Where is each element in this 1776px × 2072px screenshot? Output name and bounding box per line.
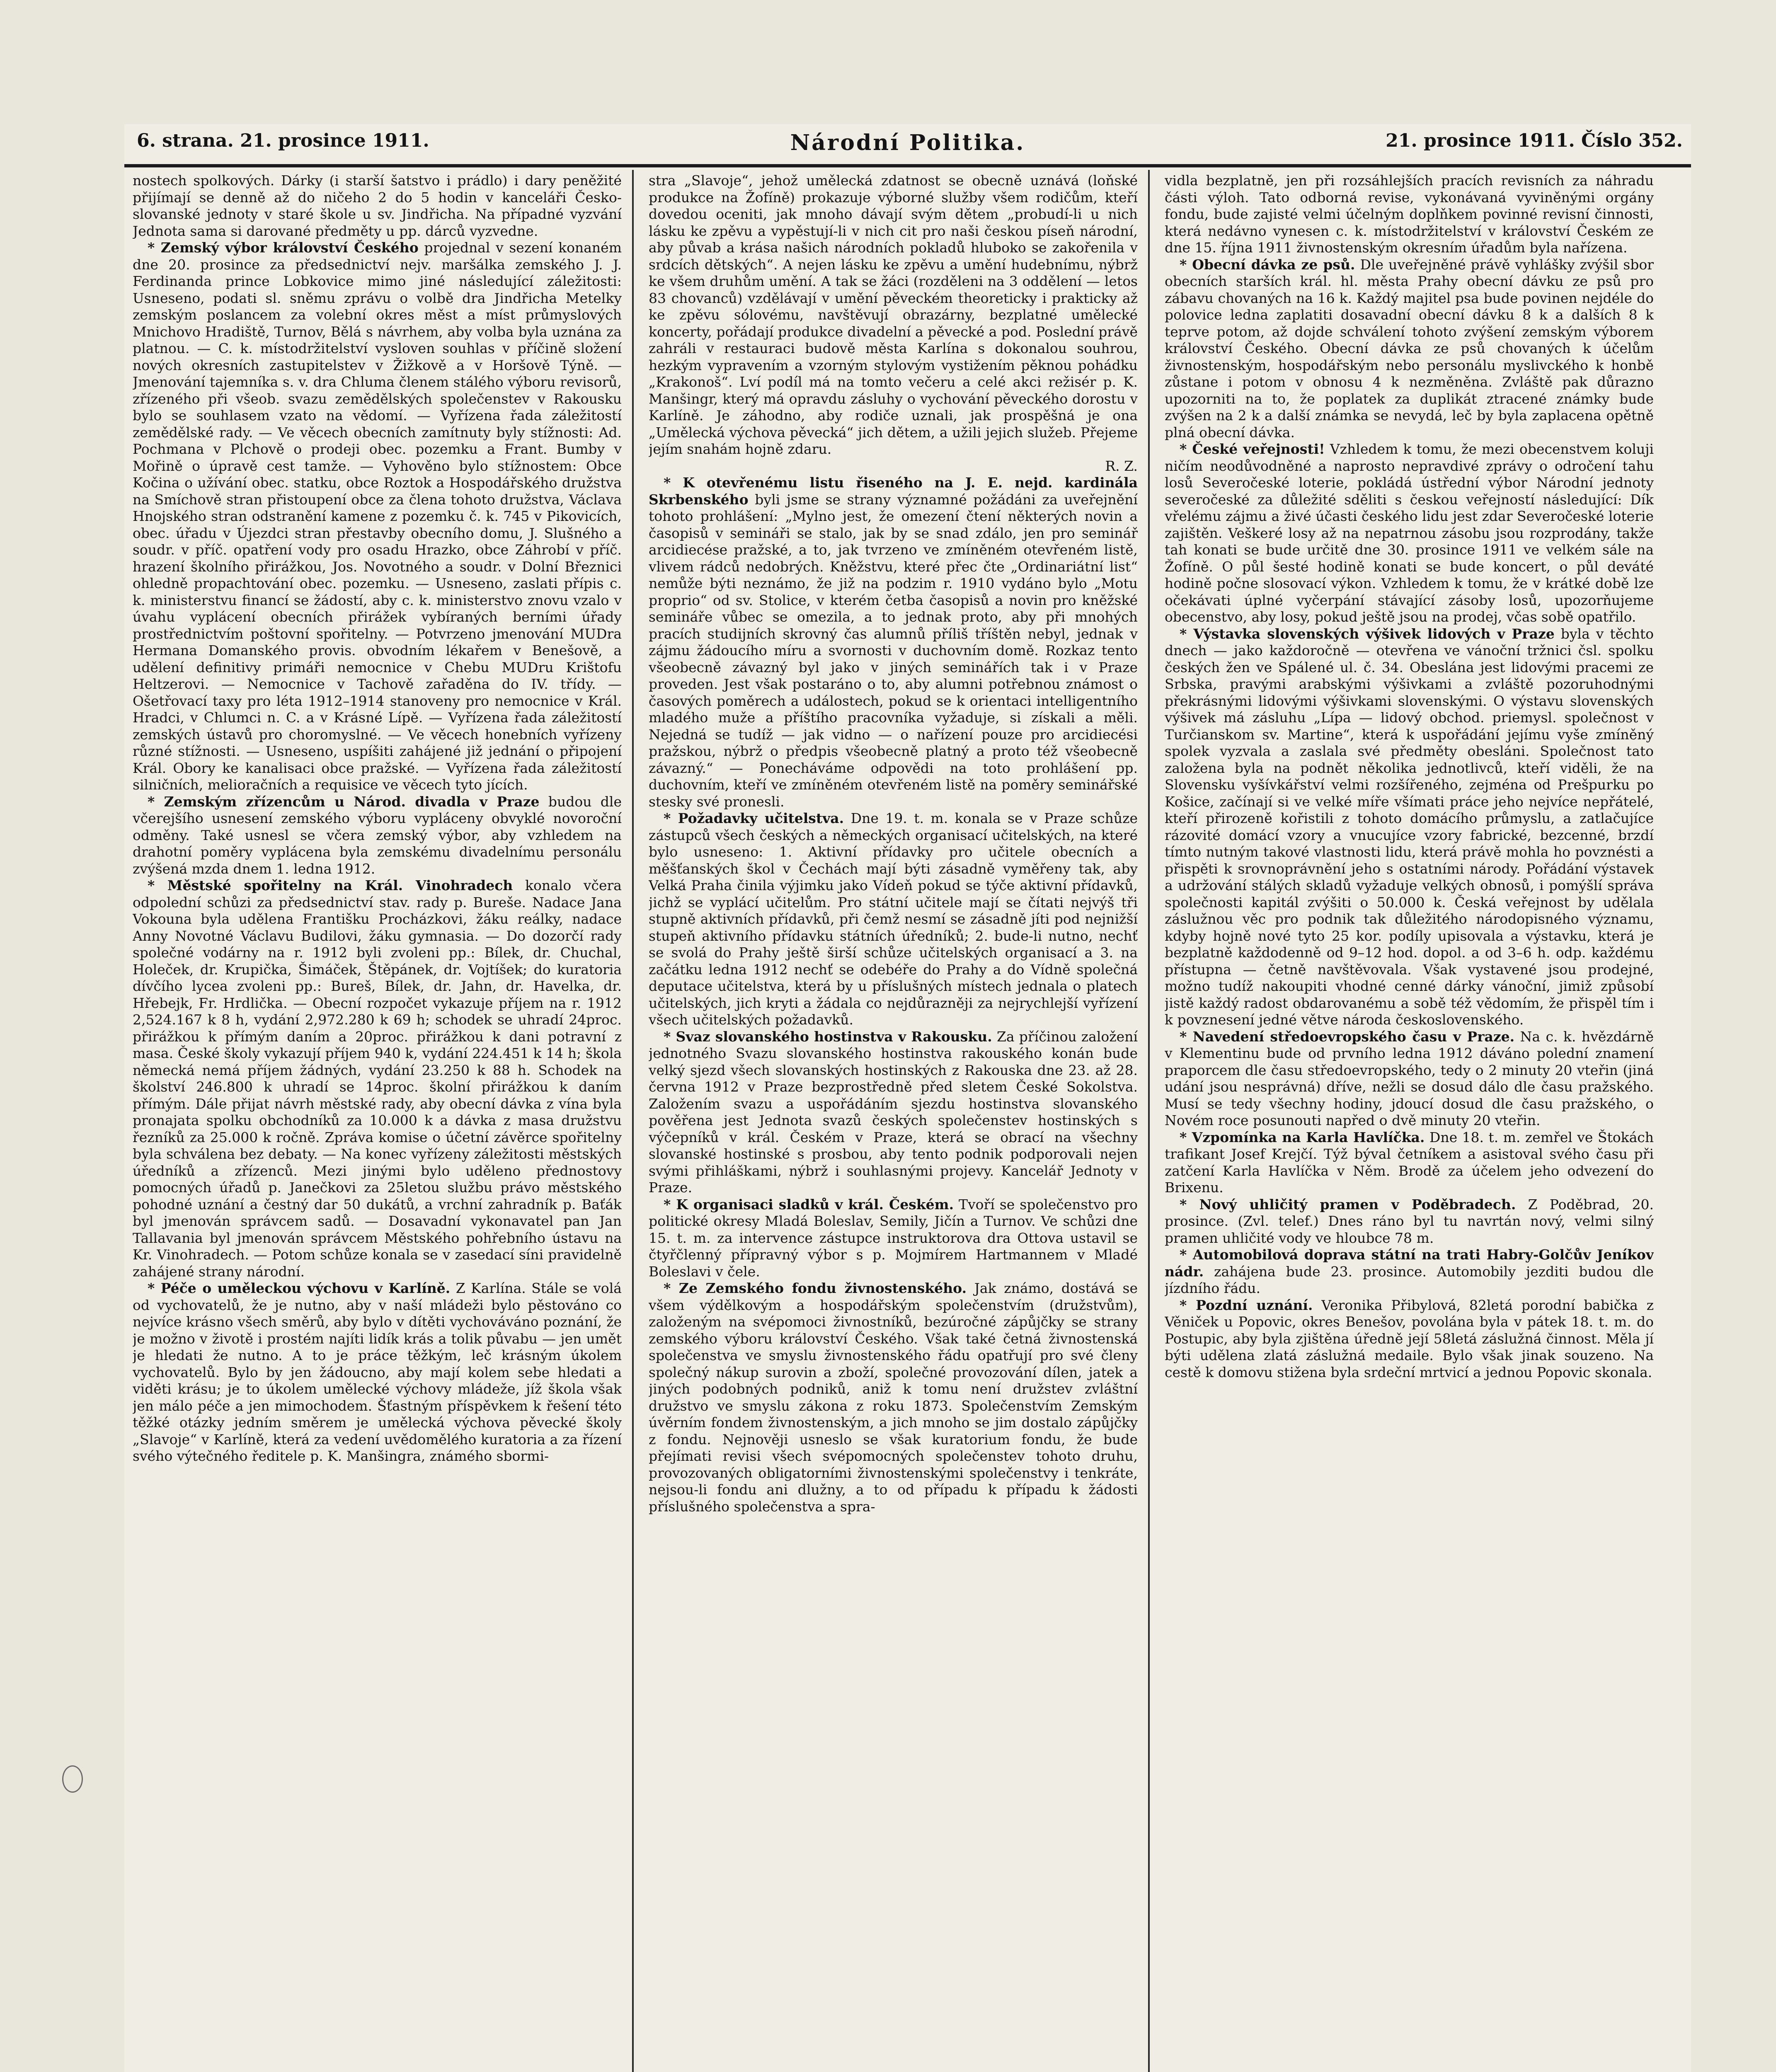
- article: [649, 474, 1138, 810]
- article: [1165, 1247, 1654, 1297]
- column-2: [649, 172, 1138, 2072]
- article-body: Za příčinou založení jednotného Svazu slovanského hostinstva rakouského konán bude velký sjezd všech slovanských hostinských z Rakouska dne 23. až 28. června 1912 v Praze bezprostředně před sletem České Sokolstva. Založením svazu a uspořádáním sjezdu hostinstva slovanského pověřena jest Jednota svazů českých společenstev hostinských s výčepníků v král. Českém v Praze, která se obrací na všechny slovanské hostinské s prosbou, aby tento podnik podporovali nejen svými přihláškami, nýbrž i souhlasnými projevy. Kancelář Jednoty v Praze.: [649, 1028, 1138, 1196]
- article-body: Veronika Přibylová, 82letá porodní babička z Věniček u Popovic, okres Benešov, povolána byla v pátek 18. t. m. do Postupic, aby byla zjištěna úředně její 58letá záslužná činnost. Měla jí býti udělena zlatá záslužná medaile. Bylo však jinak souzeno. Na cestě k domovu stižena byla srdeční mrtvicí a jednou Popovic skonala.: [1165, 1297, 1654, 1380]
- article-body: Z Poděbrad, 20. prosince. (Zvl. telef.) Dnes ráno byl tu navrtán nový, velmi silný pramen uhličité vody ve hloubce 78 m.: [1165, 1196, 1654, 1246]
- article: [133, 1280, 622, 1465]
- article-body: budou dle včerejšího usnesení zemského výboru vypláceny obvyklé novoroční odměny. Také usnesl se včera zemský výbor, aby vzhledem na drahotní poměry vyplácena byla zemskému divadelnímu personálu zvýšená mzda dnem 1. ledna 1912.: [133, 793, 622, 877]
- article-heading: * Nový uhličitý pramen v Poděbradech.: [1180, 1196, 1516, 1213]
- article-body: Vzhledem k tomu, že mezi obecenstvem koluji ničím neodůvodněné a naprosto nepravdivé zprávy o odročení tahu losů Severočeské loterie, pokládá ústřední výbor Národní jednoty severočeské za důležité sděliti s českou veřejností následující: Dík vřelému zájmu a živé účasti českého lidu jest zdar Severočeské loterie zajištěn. Veškeré losy až na nepatrnou zásobu jsou rozprodány, takže tah konati se bude určitě dne 30. prosince 1911 ve velkém sále na Žofíně. O půl šesté hodině konati se bude koncert, o půl deváté hodině počne slosovací výkon. Vzhledem k tomu, že v krátké době lze očekávati úplné vyčerpání stávající zásoby losů, upozorňujeme obecenstvo, aby losy, pokud ještě jsou na prodej, včas sobě opatřilo.: [1165, 441, 1654, 625]
- article: [133, 877, 622, 1280]
- article: [1165, 441, 1654, 626]
- article-body: Dne 18. t. m. zemřel ve Štokách trafikant Josef Krejčí. Týž býval četníkem a asistoval svého času při zatčení Karla Havlíčka v Něm. Brodě za účelem jeho odvezení do Brixenu.: [1165, 1129, 1654, 1196]
- article-heading: * Pozdní uznání.: [1180, 1297, 1313, 1313]
- article-body: byla v těchto dnech — jako každoročně — otevřena ve vánoční tržnici čsl. spolku českých žen ve Spálené ul. č. 34. Obeslána jest lidovými pracemi ze Srbska, pravými arabskými výšivkami a zvláště pozoruhodnými překrásnými lidovými výšivkami slovenskými. O výstavu slovenských výšivek má zásluhu „Lípa — lidový obchod. priemysl. společnost v Turčianskom sv. Martine“, která k uspořádání jejímu vyše zmíněný spolek vyzvala a zaslala své předměty obesláni. Společnost tato založena byla na podnět několika jednotlivců, kteří viděli, že na Slovensku vyšívkářství velmi rozšířeného, zejména od Prešpurku po Košice, začínají si ve velké míře všímati práce jeho nejvíce nepřátelé, kteří přirozeně kořistili z tohoto domácího průmyslu, a zatlačujíce rázovité domácí vzory a vnucujíce vzory fabrické, bezcenné, brzdí tímto nutným takové vlastnosti lidu, která právě mohla ho povznésti a přispěti k srovnoprávnění jeho s ostatními národy. Pořádání výstavek a udržování stálých skladů vyžaduje velkých obnosů, i pomýšlí správa společnosti kapitál zvýšiti o 50.000 k. Česká veřejnost by udělala záslužnou věc pro podnik tak důležitého národopisného významu, kdyby hojně nové tyto 25 kor. podíly upisovala a výstavku, která je bezplatně každodenně od 9–12 hod. dopol. a od 3–6 h. odp. každému přístupna — četně navštěvovala. Však vystavené jsou prodejné, možno tudíž nakoupiti vhodné cenné dárky vánoční, jimiž způsobí jistě každý radost obdarovanému a sobě též vědomím, že přispěl tím i k povznesení jedné větve národa československého.: [1165, 625, 1654, 1028]
- article: [1165, 257, 1654, 441]
- article: [649, 810, 1138, 1029]
- article-body: Na c. k. hvězdárně v Klementinu bude od prvního ledna 1912 dáváno polední znamení praporcem dle času středoevropského, tedy o 2 minuty 20 vteřin (jiná udání jsou nesprávná) dříve, nežli se dosud dálo dle času pražského. Musí se tedy všechny hodiny, jdoucí dosud dle času pražského, o Novém roce posunouti napřed o dvě minuty 20 vteřin.: [1165, 1028, 1654, 1128]
- article: [1165, 1029, 1654, 1129]
- article-heading: * Požadavky učitelstva.: [664, 810, 844, 826]
- article-heading: * Výstavka slovenských výšivek lidových v Praze: [1180, 625, 1555, 642]
- article-body: Tvoří se společenstvo pro politické okresy Mladá Boleslav, Semily, Jičín a Turnov. Ve schůzi dne 15. t. m. za intervence zástupce instruktorova dra Ottova ustavil se čtyřčlenný přípravný výbor s p. Mojmírem Hartmannem v Mladé Boleslavi v čele.: [649, 1196, 1138, 1280]
- author-signature: R. Z.: [1105, 457, 1138, 474]
- article-heading: * Zemský výbor království Českého: [148, 240, 419, 256]
- article: [1165, 1297, 1654, 1381]
- article-body: konalo včera odpolední schůzi za předsednictví stav. rady p. Bureše. Nadace Jana Vokouna byla udělena Františku Procházkovi, žáku reálky, nadace Anny Novotné Václavu Budilovi, žáku gymnasia. — Do dozorčí rady společné vodárny na r. 1912 byli zvoleni pp.: Bílek, dr. Chuchal, Holeček, dr. Krupička, Šimáček, Štěpánek, dr. Vojtíšek; do kuratoria dívčího lycea zvoleni pp.: Bureš, Bílek, dr. Jahn, dr. Havelka, dr. Hřebejk, Fr. Hrdlička. — Obecní rozpočet vykazuje příjem na r. 1912 2,524.167 k 8 h, vydání 2,972.280 k 69 h; schodek se uhradí 24proc. přirážkou k přímým daním a 20proc. přirážkou k dani potravní z masa. České školy vykazují příjem 940 k, vydání 224.451 k 14 h; škola německá nemá příjem žádných, vydání 23.250 k 88 h. Schodek na školství 246.800 k uhradí se 14proc. školní přirážkou k daním přímým. Dále přijat návrh městské rady, aby obecní dávka z vína byla pronajata spolku obchodníků za 10.000 k a dávka z masa družstvu řezníků za 25.000 k ročně. Zpráva komise o účetní závěrce spořitelny byla schválena bez debaty. — Na konec vyřízeny záležitosti městských úředníků a zřízenců. Mezi jinými bylo uděleno přednostovy pomocných úřadů p. Janečkovi za 25letou službu právo městského pohodné uznání a čestný dar 50 dukátů, a vrchní zahradník p. Baťák byl jmenován správcem sadů. — Dosavadní vykonavatel pan Jan Tallavania byl jmenován správcem Městského pohřebního ústavu na Kr. Vinohradech. — Potom schůze konala se v zasedací síni pravidelně zahájené strany národní.: [133, 877, 622, 1280]
- column-rule: [632, 170, 634, 2072]
- article-body: Dne 19. t. m. konala se v Praze schůze zástupců všech českých a německých organisací učitelských, na které bylo usneseno: 1. Aktivní přídavky pro učitele obecních a měšťanských škol v Čechách mají býti zásadně vyměřeny tak, aby Velká Praha činila výjimku jako Vídeň pokud se týče aktivní přídavků, jichž se vyplácí učitelům. Pro státní učitele mají se čítati nejvýš tři stupně aktivních přídavků, při čemž nesmí se zásadně jíti pod nejnižší stupeň aktivního přídavku státních úředníků; 2. bude-li nutno, nechť se svolá do Prahy ještě širší schůze učitelských organisací a 3. na začátku ledna 1912 nechť se odebéře do Prahy a do Vídně společná deputace učitelstva, která by u příslušných místech jednala o platech učitelských, jich kryti a žádala co nejdůrazněji za nejrychlejší vyřízení všech učitelských požadavků.: [649, 810, 1138, 1028]
- article-heading: * Péče o uměleckou výchovu v Karlíně.: [148, 1280, 451, 1296]
- article-heading: * Automobilová doprava státní na trati Habry-Golčův Jeníkov nádr.: [1165, 1247, 1654, 1280]
- article-heading: * Svaz slovanského hostinstva v Rakousku.: [664, 1028, 992, 1045]
- article-heading: * Obecní dávka ze psů.: [1180, 256, 1355, 273]
- column-rule: [1148, 170, 1150, 2072]
- article-continued: stra „Slavoje“, jehož umělecká zdatnost se obecně uznává (loňské produkce na Žofíně) prokazuje výborné služby všem rodičům, kteří dovedou oceniti, jak mnoho dávají svým dětem „probudí-li u nich lásku ke zpěvu a vypěstují-li v nich cit pro naši českou píseň národní, aby půvab a krása našich národních pokladů hluboko se zakořenila v srdcích dětských“. A nejen lásku ke zpěvu a umění hudebnímu, nýbrž ke všem druhům umění. A tak se žáci (rozděleni na 3 oddělení — letos 83 chovanců) vzdělávají v umění pěveckém theoreticky i prakticky až ke zpěvu sólovému, navštěvují obrazárny, bezplatné umělecké koncerty, pořádají produkce divadelní a pěvecké a pod. Poslední právě zahráli v restauraci budově města Karlína s dokonalou souhrou, hezkým vypravením a vzorným stylovým vystižením pěknou pohádku „Krakonoš“. Lví podíl má na tomto večeru a celé akci režisér p. K. Manšingr, který má opravdu zásluhy o vychování pěveckého dorostu v Karlíně. Je záhodno, aby rodiče uznali, jak prospěšná je ona „Umělecká výchova pěvecká“ jich dětem, a užili jejich služeb. Přejeme jejím snahám hojně zdaru.: [649, 172, 1138, 457]
- newspaper-page: [124, 124, 1691, 2072]
- article-heading: * Navedení středoevropského času v Praze.: [1180, 1028, 1515, 1045]
- issue-date-number: 21. prosince 1911. Číslo 352.: [1386, 130, 1683, 151]
- article-body: Z Karlína. Stále se volá od vychovatelů, že je nutno, aby v naší mládeži bylo pěstováno co nejvíce krásno všech směrů, aby bylo v dítěti vychováváno poznání, že je možno v životě i prostém najíti lidík krás a tolik půvabu — jen umět je hledati že nutno. A to je práce těžkým, leč krásným úkolem vychovatelů. Bylo by jen žádoucno, aby mají kolem sebe hledati a viděti krásu; je to úkolem umělecké výchovy mládeže, jíž škola však jen málo péče a jen mimochodem. Šťastným příspěvkem k řešení této těžké otázky jedním směrem je umělecká výchova pěvecké školy „Slavoje“ v Karlíně, která za vedení uvědomělého kuratoria a za řízení svého výtečného ředitele p. K. Manšingra, známého sbormi-: [133, 1280, 622, 1464]
- article: [649, 1196, 1138, 1280]
- article-heading: * Vzpomínka na Karla Havlíčka.: [1180, 1129, 1425, 1145]
- newspaper-title: Národní Politika.: [790, 130, 1025, 155]
- article-body: projednal v sezení konaném dne 20. prosince za předsednictví nejv. maršálka zemského J. J. Ferdinanda prince Lobkovice mimo jiné následující záležitosti: Usneseno, podati sl. sněmu zprávu o volbě dra Jindřicha Metelky zemským poslancem za volební okres měst a míst průmyslových Mnichovo Hradiště, Turnov, Bělá s návrhem, aby volba byla uznána za platnou. — C. k. místodržitelství vysloven souhlas v příčině složení nových okresních zastupitelstev v Žižkově a v Horšově Týně. — Jmenování tajemníka s. v. dra Chluma členem stálého výboru revisorů, zřízeného při všeob. svazu zemědělských společenstev v Rakousku bylo se souhlasem vzato na vědomí. — Vyřízena řada záležitostí zemědělské rady. — Ve věcech obecních zamítnuty byly stížnosti: Ad. Pochmana v Plchově o prodeji obec. pozemku a Frant. Bumby v Mořině o úpravě cest tamže. — Vyhověno bylo stížnostem: Obce Kočina o užívání obec. statku, obce Roztok a Hospodářského družstva na Smíchově stran přistoupení obce za člena tohoto družstva, Václava Hnojského stran odstranění kamene z pozemku č. k. 745 v Pikovicích, obec. úřadu v Újezdci stran přestavby obecního domu, J. Slušného a soudr. v příč. opatření vody pro osadu Hrazko, obce Záhrobí v příč. hrazení školního přirážkou, Jos. Novotného a soudr. v Dolní Březnici ohledně propachtování obec. pozemku. — Usneseno, zaslati přípis c. k. ministerstvu financí se žádostí, aby c. k. ministerstvo znovu vzalo v úvahu vyplácení obecních přirážek vybíraných berními úřady prostřednictvím poštovní spořitelny. — Potvrzeno jmenování MUDra Hermana Domanského provis. obvodním lékařem v Benešově, a udělení definitivy primáři nemocnice v Chebu MUDru Krištofu Heltzerovi. — Nemocnice v Tachově zařaděna do IV. třídy. — Ošetřovací taxy pro léta 1912–1914 stanoveny pro nemocnice v Král. Hradci, v Chlumci n. C. a v Krásné Lípě. — Vyřízena řada záležitostí zemských ústavů pro choromyslné. — Ve věcech honebních vyřízeny různé stížnosti. — Usneseno, uspíšiti zahájené již jednání o připojení Král. Obory ke kanalisaci obce pražské. — Vyřízena řada záležitostí silničních, melioračních a requisice ve věcech tyto jících.: [133, 240, 622, 793]
- article-heading: * K otevřenému listu řiseného na J. E. nejd. kardinála Skrbenského: [649, 474, 1138, 508]
- column-3: [1165, 172, 1654, 2072]
- article: [649, 1280, 1138, 1515]
- article-body: Dle uveřejněné právě vyhlášky zvýšil sbor obecních starších král. hl. města Prahy obecní dávku ze psů pro zábavu chovaných na 16 k. Každý majitel psa bude povinen nejdéle do polovice ledna zaplatiti dosavadní obecní dávku 8 k a dalších 8 k teprve potom, až dojde schválení tohoto zvýšení zemským výborem království Českého. Obecní dávka ze psů chovaných k účelům živnostenským, hospodářským nebo personálu myslivckého k honbě zůstane i potom v obnosu 4 k nezměněna. Zvláště pak důrazno upozorniti na to, že poplatek za duplikát ztracené známky bude zvýšen na 2 k a další známka se nevydá, leč by byla zaplacena opětně plná obecní dávka.: [1165, 256, 1654, 441]
- article-heading: * Zemským zřízencům u Národ. divadla v Praze: [148, 793, 540, 810]
- article-heading: * Městské spořitelny na Král. Vinohradech: [148, 877, 513, 893]
- article-body: Jak známo, dostává se všem výdělkovým a hospodářským společenstvím (družstvům), založeným na svépomoci živnostníků, bezúročné zápůjčky se strany zemského výboru království Českého. Však také četná živnostenská společenstva ve smyslu živnostenského řádu opatřují pro své členy společný nákup surovin a zboží, společné provozování dílen, jatek a jiných podobných podniků, aniž k tomu není družstev zvláštní družstvo ve smyslu zákona z roku 1873. Společenstvím Zemským úvěrním fondem živnostenským, a jich mnoho se jim dostalo zápůjčky z fondu. Nejnověji usneslo se však kuratorium fondu, že bude přejímati revisi všech svépomocných společenstev tohoto druhu, provozovaných obligatorními živnostenskými společenstvy i tenkráte, nejsou-li fondu ani dlužny, a to od případu k případu k žádosti příslušného společenstva a spra-: [649, 1280, 1138, 1515]
- article-heading: * České veřejnosti!: [1180, 441, 1325, 457]
- article-heading: * Ze Zemského fondu živnostenského.: [664, 1280, 967, 1296]
- article-body: zahájena bude 23. prosince. Automobily jezditi budou dle jízdního řádu.: [1165, 1263, 1654, 1296]
- article-body: byli jsme se strany významné požádáni za uveřejnění tohoto prohlášení: „Mylno jest, že omezení čtení některých novin a časopisů v semináři se stalo, jak by se snad zdálo, jen pro seminář arcidiecése pražské, a to, jak tvrzeno ve zmíněném otevřeném listě, vlivem rádců nedobrých. Kněžstvu, které přec čte „Ordinariátní list“ nemůže býti neznámo, že již na podzim r. 1910 vydáno bylo „Motu proprio“ od sv. Stolice, v kterém četba časopisů a novin pro kněžské semináře vůbec se omezila, a to jednak proto, aby při mnohých pracích studijních skrovný čas alumnů příliš tříštěn nebyl, jednak v zájmu žádoucího míru a svornosti v duchovním domě. Rozkaz tento všeobecně závazný byl jako v jiných seminářích tak i v Praze proveden. Jest však postaráno o to, aby alumni potřebnou známost o časových poměrech a událostech, pokud se k orientaci intelligentního mladého muže a příštího pracovníka vyžaduje, si získali a měli. Nejedná se tudíž — jak vidno — o nařízení pouze pro arcidiecési pražskou, nýbrž o předpis všeobecně platný a proto též všeobecně závazný.“ — Ponecháváme odpovědi na toto prohlášení pp. duchovním, kteří ve zmíněném otevřeném listě na poměry seminářské stesky své pronesli.: [649, 491, 1138, 810]
- binding-hole-mark: [62, 1765, 83, 1793]
- masthead: [124, 124, 1691, 167]
- article: [133, 240, 622, 794]
- article: [1165, 626, 1654, 1029]
- page-number-date: 6. strana. 21. prosince 1911.: [137, 130, 429, 151]
- article-continued: vidla bezplatně, jen při rozsáhlejších pracích revisních za náhradu části výloh. Tato odborná revise, vykonávaná vyviněnými orgány fondu, bude zajisté velmi účelným doplňkem povinné revisní činnosti, která nedávno vynesen c. k. místodržitelství v království Českém ze dne 15. října 1911 živnostenským okresním úřadům byla nařízena.: [1165, 172, 1654, 256]
- article-continued: nostech spolkových. Dárky (i starší šatstvo i prádlo) i dary peněžité přijímají se denně až do ničeho 2 do 5 hodin v kanceláři Česko-slovanské jednoty v staré škole u sv. Jindřicha. Na případné vyzvání Jednota sama si darované předměty u pp. dárců vyzvedne.: [133, 172, 622, 239]
- article: [133, 794, 622, 878]
- article: [1165, 1196, 1654, 1247]
- article: [649, 1029, 1138, 1196]
- article: [1165, 1129, 1654, 1196]
- column-1: [133, 172, 622, 2072]
- article-heading: * K organisaci sladků v král. Českém.: [664, 1196, 954, 1213]
